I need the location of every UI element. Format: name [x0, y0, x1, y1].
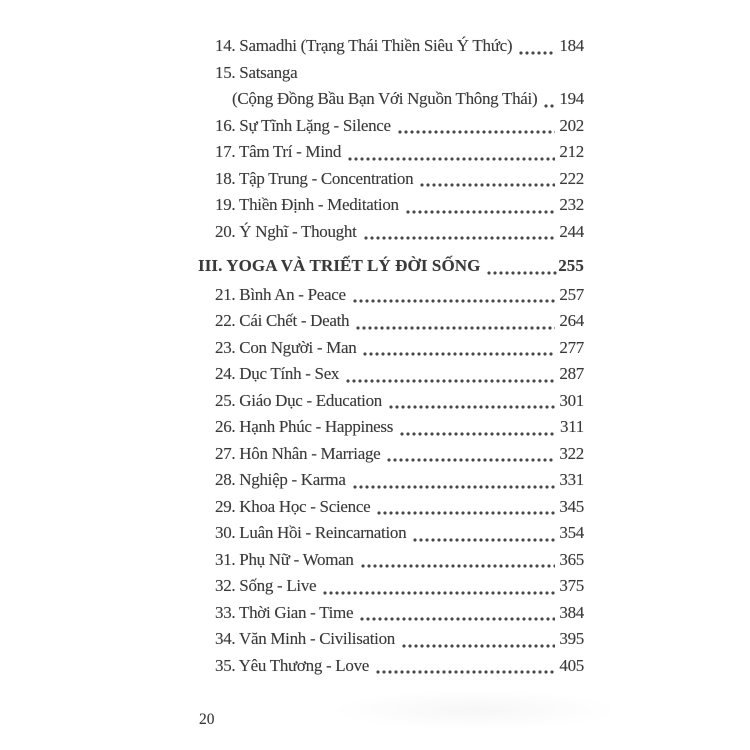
dot-leader — [355, 326, 555, 330]
dot-leader — [352, 485, 556, 489]
dot-leader — [386, 458, 555, 462]
toc-entry-page: 405 — [559, 655, 584, 675]
toc-entry — [198, 600, 584, 627]
toc-entry-label: 18. Tập Trung - Concentration — [215, 168, 414, 188]
toc-entry-page: 301 — [559, 390, 584, 410]
toc-entry-page: 384 — [559, 602, 584, 622]
toc-entry-label: 17. Tâm Trí - Mind — [215, 142, 342, 161]
toc-section-heading — [198, 253, 584, 280]
toc-entry-page: 375 — [559, 576, 584, 595]
toc-entry-page: 365 — [559, 549, 584, 569]
table-of-contents — [198, 33, 584, 679]
dot-leader — [363, 236, 556, 240]
toc-entry-page: 257 — [559, 284, 584, 304]
dot-leader — [486, 271, 557, 275]
toc-entry-page: 311 — [560, 417, 584, 436]
toc-entry-page: 331 — [559, 470, 584, 489]
dot-leader — [347, 157, 555, 161]
toc-entry — [198, 520, 584, 547]
scan-artifact — [330, 690, 620, 730]
toc-entry — [198, 547, 584, 574]
toc-entry-label: (Cộng Đồng Bầu Bạn Với Nguồn Thông Thái) — [232, 89, 538, 108]
toc-entry — [198, 414, 584, 441]
toc-entry — [198, 361, 584, 388]
toc-entry-page: 277 — [559, 337, 584, 357]
toc-entry-label: 28. Nghiệp - Karma — [215, 470, 346, 489]
toc-entry-page: 354 — [559, 523, 584, 542]
toc-entry — [198, 282, 584, 309]
toc-entry — [198, 653, 584, 680]
toc-entry-label: 33. Thời Gian - Time — [215, 602, 354, 622]
toc-entry-label: 30. Luân Hồi - Reincarnation — [215, 523, 407, 542]
dot-leader — [405, 210, 556, 214]
toc-entry-label: 20. Ý Nghĩ - Thought — [215, 221, 357, 241]
toc-entry-page: 222 — [559, 168, 584, 188]
page-number: 20 — [199, 711, 215, 728]
toc-entry-label: 19. Thiền Định - Meditation — [215, 195, 399, 214]
toc-entry — [198, 626, 584, 653]
toc-entry — [198, 166, 584, 193]
toc-entry-page: 244 — [559, 221, 584, 241]
dot-leader — [419, 183, 555, 187]
toc-entry-page: 255 — [558, 256, 584, 275]
toc-entry — [198, 86, 584, 113]
toc-entry — [198, 192, 584, 219]
toc-entry — [198, 494, 584, 521]
toc-entry — [198, 139, 584, 166]
dot-leader — [360, 564, 556, 568]
toc-entry — [198, 113, 584, 140]
toc-entry-label: 35. Yêu Thương - Love — [215, 655, 370, 675]
toc-entry-label: 27. Hôn Nhân - Marriage — [215, 443, 381, 463]
toc-entry — [198, 219, 584, 246]
toc-entry-page: 202 — [559, 115, 584, 135]
toc-entry-page: 345 — [559, 496, 584, 516]
toc-entry-page: 184 — [559, 36, 584, 55]
dot-leader — [362, 352, 555, 356]
toc-entry-page: 322 — [559, 443, 584, 463]
dot-leader — [376, 511, 555, 515]
toc-entry-label: 26. Hạnh Phúc - Happiness — [215, 417, 394, 436]
dot-leader — [543, 104, 555, 108]
dot-leader — [345, 379, 555, 383]
dot-leader — [518, 51, 555, 55]
dot-leader — [397, 130, 556, 134]
toc-entry — [198, 33, 584, 60]
toc-entry-label: 23. Con Người - Man — [215, 337, 357, 357]
toc-entry-page: 264 — [559, 311, 584, 330]
toc-entry-label: 14. Samadhi (Trạng Thái Thiền Siêu Ý Thức) — [215, 36, 513, 55]
toc-entry-label: 21. Bình An - Peace — [215, 284, 346, 304]
dot-leader — [359, 617, 555, 621]
dot-leader — [412, 538, 555, 542]
dot-leader — [322, 591, 555, 595]
toc-entry-label: 32. Sống - Live — [215, 576, 317, 595]
toc-entry — [198, 308, 584, 335]
toc-entry — [198, 573, 584, 600]
toc-entry-label: 16. Sự Tĩnh Lặng - Silence — [215, 115, 391, 135]
toc-entry-label: 22. Cái Chết - Death — [215, 311, 350, 330]
toc-entry — [198, 388, 584, 415]
dot-leader — [352, 299, 556, 303]
dot-leader — [388, 405, 555, 409]
toc-entry-page: 395 — [559, 629, 584, 648]
toc-entry-label: III. YOGA VÀ TRIẾT LÝ ĐỜI SỐNG — [198, 256, 481, 275]
toc-entry — [198, 467, 584, 494]
dot-leader — [375, 670, 555, 674]
toc-entry-page: 287 — [559, 364, 584, 383]
toc-entry-page: 212 — [559, 142, 584, 161]
toc-entry-label: 29. Khoa Học - Science — [215, 496, 371, 516]
toc-entry-label: 15. Satsanga — [215, 62, 298, 82]
dot-leader — [399, 432, 556, 436]
toc-entry — [198, 60, 584, 87]
toc-entry-label: 25. Giáo Dục - Education — [215, 390, 383, 410]
toc-entry-label: 24. Dục Tính - Sex — [215, 364, 340, 383]
toc-entry-label: 31. Phụ Nữ - Woman — [215, 549, 354, 569]
toc-entry-page: 194 — [559, 89, 584, 108]
toc-entry — [198, 335, 584, 362]
toc-entry-page: 232 — [559, 195, 584, 214]
toc-entry-label: 34. Văn Minh - Civilisation — [215, 629, 396, 648]
toc-entry — [198, 441, 584, 468]
dot-leader — [401, 644, 555, 648]
